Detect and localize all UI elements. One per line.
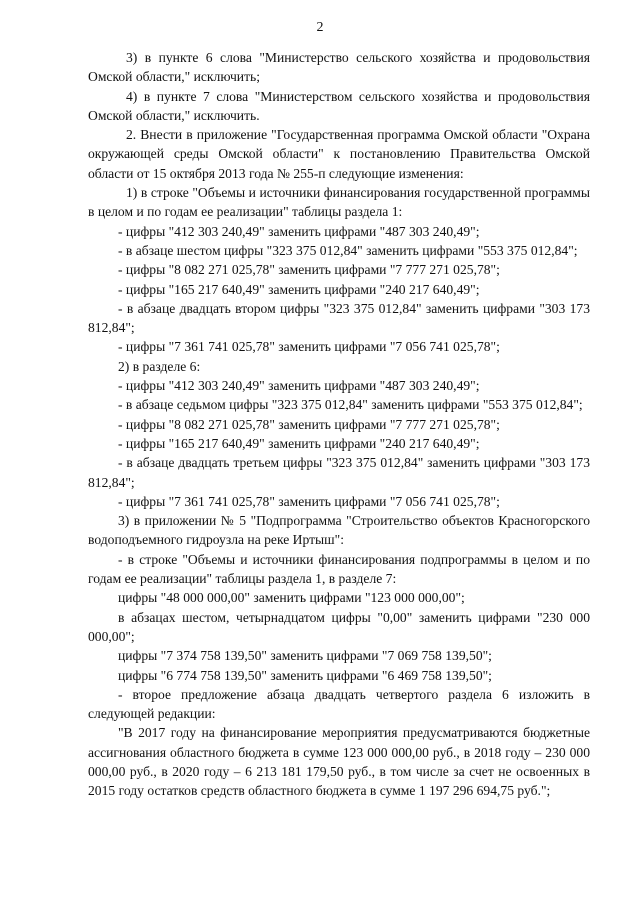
paragraph: - в строке "Объемы и источники финансирования подпрограммы в целом и по годам ее реализации" таблицы раздела 1, в разделе 7: xyxy=(88,551,590,587)
paragraph: - второе предложение абзаца двадцать четвертого раздела 6 изложить в следующей редакции: xyxy=(88,686,590,722)
paragraph: - цифры "7 361 741 025,78" заменить цифрами "7 056 741 025,78"; xyxy=(118,493,500,509)
paragraph: - цифры "165 217 640,49" заменить цифрами "240 217 640,49"; xyxy=(118,435,480,451)
paragraph: 2) в разделе 6: xyxy=(118,358,201,374)
paragraph: - в абзаце двадцать втором цифры "323 375 012,84" заменить цифрами "303 173 812,84"; xyxy=(88,300,590,336)
document-body xyxy=(88,48,590,801)
paragraph: "В 2017 году на финансирование мероприятия предусматриваются бюджетные ассигнования областного бюджета в сумме 123 000 000,00 руб., в 2018 году – 230 000 000,00 руб., в 2020 году – 6 213 181 179,50 руб., в том числе за счет не освоенных в 2015 году остатков средств областного бюджета в сумме 1 197 296 694,75 руб."; xyxy=(88,725,590,799)
paragraph: - в абзаце шестом цифры "323 375 012,84" заменить цифрами "553 375 012,84"; xyxy=(118,242,578,258)
paragraph: - цифры "412 303 240,49" заменить цифрами "487 303 240,49"; xyxy=(118,223,480,239)
paragraph: - цифры "7 361 741 025,78" заменить цифрами "7 056 741 025,78"; xyxy=(118,339,500,355)
paragraph: - цифры "412 303 240,49" заменить цифрами "487 303 240,49"; xyxy=(118,378,480,394)
paragraph: в абзацах шестом, четырнадцатом цифры "0,00" заменить цифрами "230 000 000,00"; xyxy=(88,609,590,644)
page-number: 2 xyxy=(316,20,324,35)
paragraph: 2. Внести в приложение "Государственная программа Омской области "Охрана окружающей среды Омской области" к постановлению Правительства Омской области от 15 октября 2013 года № 255-п следующие изменения: xyxy=(88,127,590,181)
paragraph: 3) в приложении № 5 "Подпрограмма "Строительство объектов Красногорского водоподъемного гидроузла на реке Иртыш": xyxy=(88,513,590,548)
paragraph: 3) в пункте 6 слова "Министерство сельского хозяйства и продовольствия Омской области," исключить; xyxy=(88,50,590,85)
paragraph: - в абзаце седьмом цифры "323 375 012,84" заменить цифрами "553 375 012,84"; xyxy=(118,397,583,413)
paragraph: цифры "6 774 758 139,50" заменить цифрами "6 469 758 139,50"; xyxy=(118,667,492,683)
paragraph: - цифры "165 217 640,49" заменить цифрами "240 217 640,49"; xyxy=(118,281,480,297)
paragraph: - цифры "8 082 271 025,78" заменить цифрами "7 777 271 025,78"; xyxy=(118,416,500,432)
paragraph: 1) в строке "Объемы и источники финансирования государственной программы в целом и по годам ее реализации" таблицы раздела 1: xyxy=(88,185,590,220)
paragraph: - цифры "8 082 271 025,78" заменить цифрами "7 777 271 025,78"; xyxy=(118,262,500,278)
paragraph: - в абзаце двадцать третьем цифры "323 375 012,84" заменить цифрами "303 173 812,84"; xyxy=(88,455,590,490)
paragraph: цифры "48 000 000,00" заменить цифрами "123 000 000,00"; xyxy=(118,590,465,606)
paragraph: 4) в пункте 7 слова "Министерством сельского хозяйства и продовольствия Омской области," исключить. xyxy=(88,88,590,123)
paragraph: цифры "7 374 758 139,50" заменить цифрами "7 069 758 139,50"; xyxy=(118,648,492,664)
